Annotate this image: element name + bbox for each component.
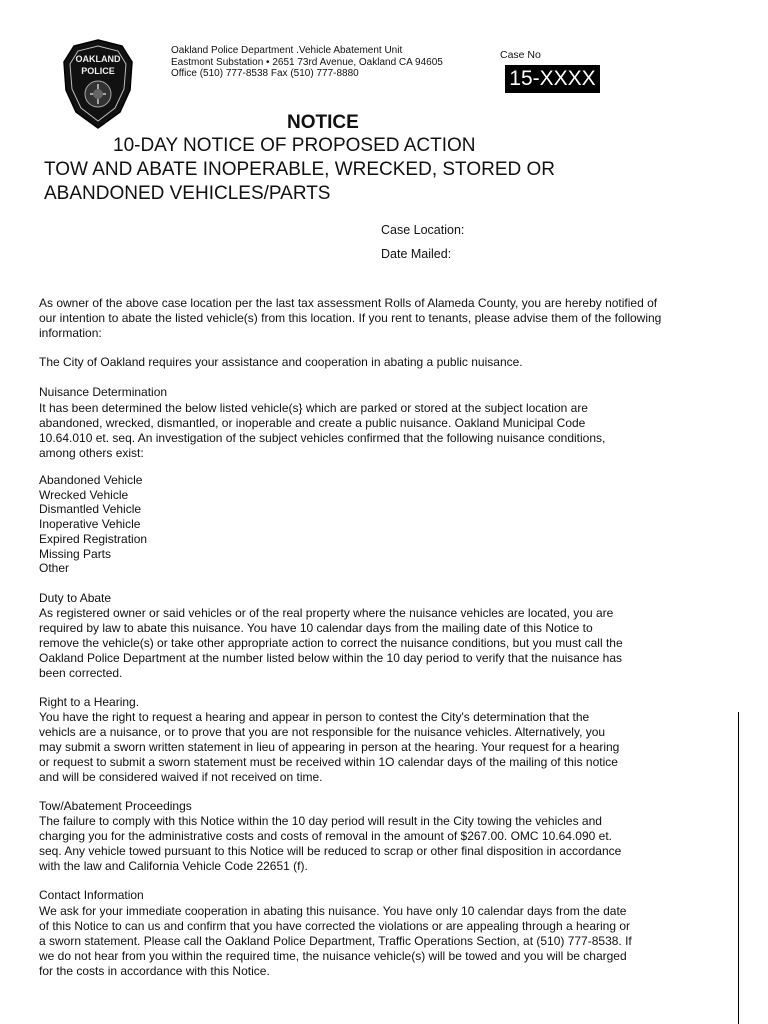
list-item: Expired Registration (39, 531, 148, 546)
case-number-value: 15-XXXX (505, 65, 600, 93)
notice-heading: NOTICE (287, 112, 359, 133)
oakland-police-badge-icon (60, 38, 136, 130)
contact-paragraph: We ask for your immediate cooperation in abating this nuisance. You have only 10 calendar days from the date of this Notice to can us and confirm that you have corrected the violations or are appealing through a hearing or a sworn statement. Please call the Oakland Police Department, Traffic Operations Section, at (510) 777-8538. If we do not hear from you within the required time, the nuisance vehicle(s) will be towed and you will be charged for the costs in accordance with this Notice. (39, 904, 632, 978)
tow-paragraph: The failure to comply with this Notice within the 10 day period will result in the City towing the vehicles and charging you for the administrative costs and costs of removal in the amount of $267.00. OMC 10.64.090 et. seq. Any vehicle towed pursuant to this Notice will be reduced to scrap or other final disposition in accordance with the law and California Vehicle Code 22651 (f). (39, 814, 622, 873)
duty-paragraph: As registered owner or said vehicles or of the real property where the nuisance vehicles are located, you are required by law to abate this nuisance. You have 10 calendar days from the mailing date of this Notice to remove the vehicle(s) or take other appropriate action to correct the nuisance conditions, but you must call the Oakland Police Department at the number listed below within the 10 day period to verify that the nuisance has been corrected. (39, 606, 623, 680)
list-item: Wrecked Vehicle (39, 487, 129, 502)
title-line-3: ABANDONED VEHICLES/PARTS (44, 183, 331, 204)
intro-paragraph: As owner of the above case location per the last tax assessment Rolls of Alameda County, you are hereby notified of our intention to abate the listed vehicle(s) from this location. If you rent to tenants, please advise them of the following information: (39, 296, 662, 340)
hearing-paragraph: You have the right to request a hearing and appear in person to contest the City's determination that the vehicls are a nuisance, or to prove that you are not responsible for the nuisance vehicles. Alternatively, you may submit a sworn written statement in lieu of appearing in person at the hearing. Your request for a hearing or request to submit a sworn statement must be received within 1O calendar days of the mailing of this notice and will be considered waived if not received on time. (39, 710, 620, 784)
case-number-label: Case No (500, 49, 541, 61)
list-item: Dismantled Vehicle (39, 502, 142, 517)
list-item: Inoperative Vehicle (39, 517, 141, 532)
header-line-3: Office (510) 777-8538 Fax (510) 777-8880 (171, 68, 359, 79)
case-location-label: Case Location: (381, 223, 465, 237)
list-item: Abandoned Vehicle (39, 473, 143, 487)
header-line-2: Eastmont Substation • 2651 73rd Avenue, Oakland CA 94605 (171, 56, 443, 68)
title-line-2: TOW AND ABATE INOPERABLE, WRECKED, STORED OR (44, 159, 555, 180)
hearing-heading: Right to a Hearing. (39, 695, 140, 709)
nuisance-heading: Nuisance Determination (39, 385, 168, 399)
header-line-1: Oakland Police Department .Vehicle Abatement Unit (171, 45, 403, 56)
contact-heading: Contact Information (39, 888, 144, 902)
department-header (171, 45, 443, 80)
duty-heading: Duty to Abate (39, 591, 112, 605)
svg-text:OAKLAND: OAKLAND (75, 54, 121, 64)
margin-line (738, 712, 739, 1024)
nuisance-paragraph: It has been determined the below listed vehicle(s} which are parked or stored at the subject location are abandoned, wrecked, dismantled, or inoperable and create a public nuisance. Oakland Municipal Code 10.64.010 et. seq. An investigation of the subject vehicles confirmed that the following nuisance conditions, among others exist: (39, 401, 606, 460)
title-line-1: 10-DAY NOTICE OF PROPOSED ACTION (113, 135, 476, 156)
date-mailed-label: Date Mailed: (381, 247, 452, 261)
tow-heading: Tow/Abatement Proceedings (39, 799, 192, 813)
list-item: Missing Parts (39, 546, 112, 561)
list-item: Other (39, 561, 70, 576)
assistance-paragraph: The City of Oakland requires your assistance and cooperation in abating a public nuisance. (39, 355, 523, 369)
svg-text:POLICE: POLICE (81, 66, 115, 76)
conditions-list (39, 473, 147, 576)
